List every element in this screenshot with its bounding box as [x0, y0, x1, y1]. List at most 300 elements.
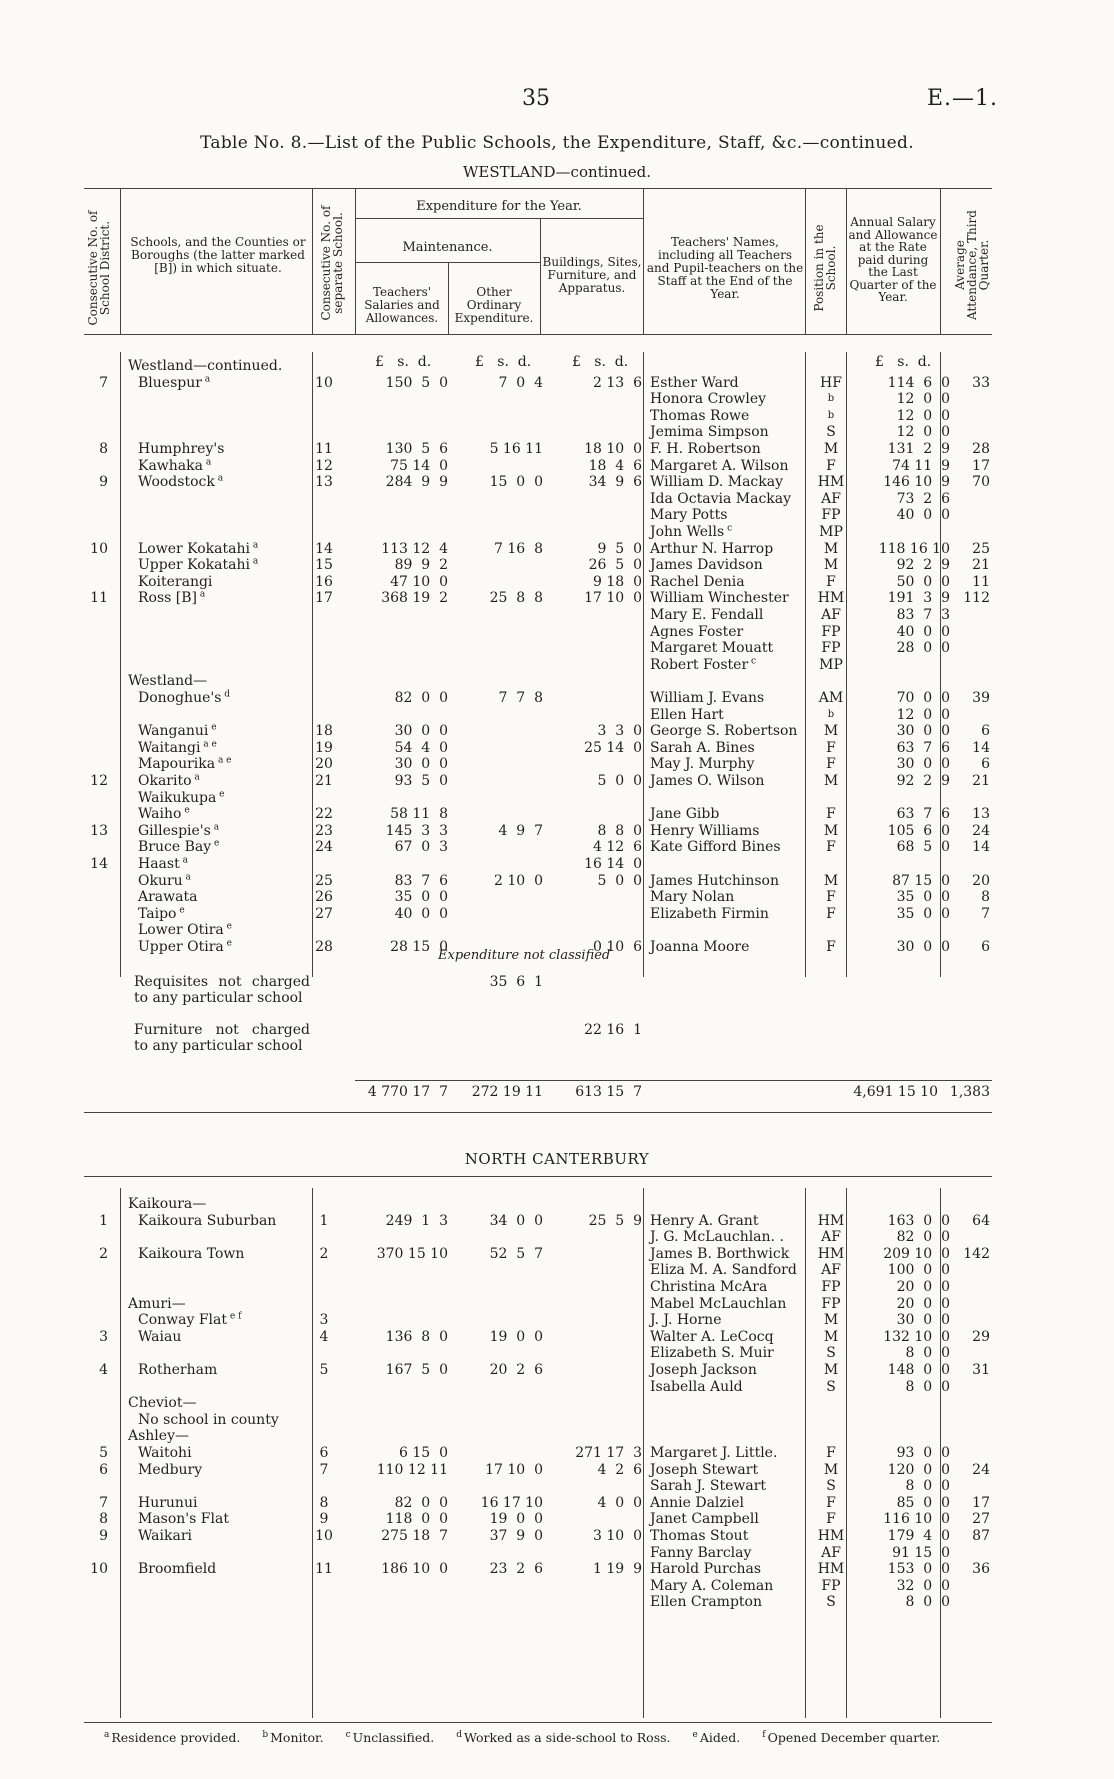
footnote-item	[456, 1730, 670, 1745]
teacher-position: HM	[817, 474, 845, 491]
buildings-value: 34 9 6	[588, 474, 642, 491]
teacher-name: Mary Nolan	[650, 889, 735, 906]
separate-school-number: 14	[315, 540, 333, 557]
school-name: Waikukupa $^e$	[138, 788, 225, 806]
school-name: Upper Kokatahi $^a$	[138, 556, 259, 574]
col-divider-6	[643, 188, 644, 334]
separate-school-number: 18	[315, 723, 333, 740]
teacher-name: Henry Williams	[650, 822, 760, 839]
table-row	[0, 458, 1114, 474]
teachers-salaries-value: 275 18 7	[381, 1528, 448, 1544]
buildings-value: 1 19 9	[593, 1561, 642, 1578]
district-number: 3	[99, 1328, 108, 1345]
average-attendance-value: 8	[981, 889, 990, 906]
teacher-position: M	[823, 723, 839, 740]
table-row	[0, 657, 1114, 673]
furniture-label: Furniture not charged to any particular school	[134, 1022, 310, 1054]
table-row	[0, 1296, 1114, 1312]
footnote-mark: d	[456, 1729, 463, 1740]
annual-salary-value: 82 0 0	[896, 1229, 950, 1246]
separate-school-number: 8	[319, 1494, 329, 1511]
separate-school-number: 5	[319, 1362, 329, 1378]
teachers-salaries-value: 75 14 0	[390, 457, 448, 474]
teacher-position: M	[823, 557, 839, 574]
buildings-value: 271 17 3	[575, 1445, 642, 1461]
separate-school-number: 21	[315, 773, 333, 789]
teachers-salaries-value: 110 12 11	[376, 1461, 448, 1478]
average-attendance-value: 7	[981, 905, 990, 922]
table-title: Table No. 8.—List of the Public Schools, the Expenditure, Staff, &c.—continued.	[200, 133, 914, 153]
teacher-name: Christina McAra	[650, 1279, 768, 1295]
separate-school-number: 28	[315, 939, 333, 955]
footnote-mark: c	[724, 523, 733, 534]
teacher-name: Mary E. Fendall	[650, 607, 764, 623]
school-name: Westland—continued.	[128, 358, 283, 374]
teachers-salaries-value: 113 12 4	[381, 540, 448, 557]
table-row	[0, 856, 1114, 872]
annual-salary-value: 116 10 0	[883, 1511, 950, 1528]
teacher-name: Annie Dalziel	[650, 1494, 745, 1511]
school-name: Conway Flat $^{e f}$	[138, 1311, 242, 1329]
teacher-position: MP	[819, 524, 843, 540]
teacher-position: M	[823, 773, 839, 789]
header-maintenance: Maintenance.	[402, 240, 493, 255]
separate-school-number: 13	[315, 474, 333, 491]
separate-school-number: 25	[315, 872, 333, 889]
table-row	[0, 524, 1114, 540]
table-row	[0, 1279, 1114, 1295]
teachers-salaries-value: 186 10 0	[381, 1561, 448, 1578]
table-row	[0, 1329, 1114, 1345]
separate-school-number: 11	[315, 441, 333, 457]
footnote-mark: e	[216, 788, 225, 799]
school-name: Kawhaka $^a$	[138, 456, 212, 474]
average-attendance-value: 21	[972, 557, 990, 574]
teacher-name: William Winchester	[650, 590, 789, 607]
teacher-name: William J. Evans	[650, 690, 765, 706]
table-row	[0, 507, 1114, 523]
teachers-salaries-value: 6 15 0	[399, 1445, 448, 1461]
annual-salary-value: 209 10 0	[883, 1245, 950, 1262]
annual-salary-value: 163 0 0	[887, 1212, 950, 1229]
teacher-position: AM	[818, 690, 844, 706]
buildings-value: 4 0 0	[597, 1494, 642, 1511]
annual-salary-value: 20 0 0	[896, 1295, 950, 1312]
teacher-name: Isabella Auld	[650, 1378, 743, 1395]
teachers-salaries-value: 167 5 0	[385, 1362, 448, 1378]
teachers-salaries-value: 89 9 2	[394, 557, 448, 574]
header-separate-school-no: Consecutive No. of separate School.	[319, 205, 345, 321]
teachers-salaries-value: 136 8 0	[385, 1328, 448, 1345]
footnote-text: Monitor.	[270, 1730, 324, 1745]
buildings-value: 5 0 0	[597, 872, 642, 889]
school-name: Wanganui $^e$	[138, 722, 217, 740]
table-row	[0, 1462, 1114, 1478]
footnote-mark: d	[221, 689, 231, 700]
teacher-name: Mary Potts	[650, 507, 728, 524]
teacher-position: FP	[821, 640, 841, 657]
school-name: Okarito $^a$	[138, 772, 200, 789]
other-expenditure-value: 19 0 0	[489, 1328, 543, 1345]
teacher-position: F	[826, 939, 836, 955]
school-name: Waiho $^e$	[138, 805, 190, 823]
school-name: Donoghue's $^d$	[138, 689, 231, 706]
teacher-position: F	[826, 806, 836, 823]
teachers-salaries-value: 30 0 0	[394, 756, 448, 773]
school-name: Lower Kokatahi $^a$	[138, 539, 259, 557]
annual-salary-value: 191 3 9	[887, 590, 950, 607]
teacher-position: M	[823, 1461, 839, 1478]
table-row	[0, 1578, 1114, 1594]
buildings-value: 25 14 0	[584, 739, 642, 756]
teacher-name: Margaret J. Little.	[650, 1445, 778, 1461]
teacher-name: William D. Mackay	[650, 474, 784, 491]
table-row	[0, 1229, 1114, 1245]
buildings-value: 18 10 0	[584, 441, 642, 457]
table-row	[0, 408, 1114, 424]
school-name: Medbury	[138, 1461, 203, 1478]
annual-salary-value: 105 6 0	[887, 822, 950, 839]
footnote-item	[346, 1730, 435, 1745]
totals-rule	[355, 1080, 992, 1081]
average-attendance-value: 87	[972, 1528, 990, 1544]
teacher-position: S	[826, 1378, 836, 1395]
buildings-value: 0 10 6	[593, 939, 642, 955]
teacher-position: HM	[817, 1528, 845, 1544]
school-name: Koiterangi	[138, 573, 213, 590]
other-expenditure-value: 7 0 4	[498, 374, 543, 391]
table-row	[0, 1594, 1114, 1610]
footnote-item	[762, 1730, 940, 1745]
buildings-value: 17 10 0	[584, 590, 642, 607]
annual-salary-value: 12 0 0	[896, 391, 950, 408]
table-row	[0, 1561, 1114, 1577]
average-attendance-value: 70	[972, 474, 990, 491]
teacher-name: Henry A. Grant	[650, 1212, 759, 1229]
teacher-name: Harold Purchas	[650, 1561, 762, 1578]
teacher-position: AF	[821, 490, 841, 507]
footnote-mark: a	[249, 556, 259, 567]
header-position: Position in the School.	[812, 224, 838, 312]
average-attendance-value: 6	[981, 756, 990, 773]
annual-salary-value: 8 0 0	[905, 1594, 950, 1611]
annual-salary-value: 179 4 0	[887, 1528, 950, 1544]
district-number: 13	[90, 822, 108, 839]
header-top-rule	[84, 188, 992, 189]
teacher-name: Honora Crowley	[650, 391, 767, 408]
annual-salary-value: 35 0 0	[896, 889, 950, 906]
footnote-mark: e	[692, 1729, 698, 1740]
table-row	[0, 1379, 1114, 1395]
col-divider-1	[120, 188, 121, 334]
footnote-rule	[84, 1722, 992, 1723]
table-row	[0, 474, 1114, 490]
annual-salary-value: 12 0 0	[896, 706, 950, 723]
table-row	[0, 823, 1114, 839]
average-attendance-value: 28	[972, 441, 990, 457]
teacher-name: J. G. McLauchlan. .	[650, 1229, 784, 1246]
teachers-salaries-value: 370 15 10	[376, 1245, 448, 1262]
school-name: Okuru $^a$	[138, 871, 191, 889]
other-expenditure-value: 25 8 8	[489, 590, 543, 607]
buildings-value: 18 4 6	[588, 457, 642, 474]
table-row	[0, 541, 1114, 557]
teachers-salaries-value: 368 19 2	[381, 590, 448, 607]
school-name: Humphrey's	[138, 441, 225, 457]
teachers-salaries-value: 83 7 6	[394, 872, 448, 889]
teachers-salaries-value: 93 5 0	[394, 773, 448, 789]
separate-school-number: 2	[319, 1245, 329, 1262]
teacher-name: Janet Campbell	[650, 1511, 759, 1528]
table-row	[0, 723, 1114, 739]
table-row	[0, 707, 1114, 723]
separate-school-number: 12	[315, 457, 333, 474]
average-attendance-value: 20	[972, 872, 990, 889]
other-expenditure-value: 17 10 0	[485, 1461, 543, 1478]
table-row	[0, 1345, 1114, 1361]
average-attendance-value: 21	[972, 773, 990, 789]
footnote-mark: b	[262, 1729, 269, 1740]
average-attendance-value: 112	[963, 590, 990, 607]
separate-school-number: 24	[315, 839, 333, 856]
teacher-name: Thomas Stout	[650, 1528, 749, 1544]
table-row	[0, 1428, 1114, 1444]
teachers-salaries-value: 54 4 0	[394, 739, 448, 756]
col-divider-7	[805, 188, 806, 334]
teacher-name: Jane Gibb	[650, 806, 720, 823]
footnote-mark: a	[191, 772, 200, 783]
annual-salary-value: 87 15 0	[892, 872, 950, 889]
teacher-name: F. H. Robertson	[650, 441, 761, 457]
teacher-name: Sarah J. Stewart	[650, 1478, 767, 1495]
annual-salary-value: 118 16 10	[878, 540, 950, 557]
teacher-name: Margaret A. Wilson	[650, 457, 789, 474]
teacher-name: James Hutchinson	[650, 872, 779, 889]
other-expenditure-value: 7 16 8	[494, 540, 543, 557]
annual-salary-value: 146 10 9	[883, 474, 950, 491]
annual-salary-value: 12 0 0	[896, 407, 950, 424]
header-teachers-names: Teachers' Names, including all Teachers and Pupil-teachers on the Staff at the End of the Year.	[646, 235, 804, 301]
table-row	[0, 491, 1114, 507]
annual-salary-value: 30 0 0	[896, 723, 950, 740]
annual-salary-value: 153 0 0	[887, 1561, 950, 1578]
teacher-position: HM	[817, 590, 845, 607]
footnote-mark: c	[748, 656, 757, 667]
school-name: Amuri—	[128, 1295, 186, 1312]
teacher-name: George S. Robertson	[650, 723, 798, 740]
teacher-name: Sarah A. Bines	[650, 739, 755, 756]
separate-school-number: 3	[319, 1312, 329, 1329]
buildings-value: 3 10 0	[593, 1528, 642, 1544]
school-name: Waitangi $^{a e}$	[138, 739, 217, 756]
table-row	[0, 424, 1114, 440]
teachers-salaries-value: 47 10 0	[390, 573, 448, 590]
buildings-value: 5 0 0	[597, 773, 642, 789]
teacher-name: Thomas Rowe	[650, 407, 750, 424]
footnote-mark: e	[181, 805, 190, 816]
teachers-salaries-value: 130 5 6	[385, 441, 448, 457]
district-number: 5	[99, 1445, 108, 1461]
separate-school-number: 15	[315, 557, 333, 574]
annual-salary-value: 32 0 0	[896, 1577, 950, 1594]
annual-salary-value: 148 0 0	[887, 1362, 950, 1378]
buildings-value: 3 3 0	[597, 723, 642, 740]
annual-salary-value: 91 15 0	[892, 1544, 950, 1561]
footnote-text: Opened December quarter.	[767, 1730, 941, 1745]
col-divider-4	[448, 262, 449, 334]
teacher-name: Ellen Crampton	[650, 1594, 762, 1611]
table-row	[0, 690, 1114, 706]
buildings-value: 4 2 6	[597, 1461, 642, 1478]
table-row	[0, 1528, 1114, 1544]
other-expenditure-value: 2 10 0	[494, 872, 543, 889]
teacher-position: M	[823, 441, 839, 457]
teacher-position: M	[823, 1362, 839, 1378]
table-row	[0, 1213, 1114, 1229]
footnote-mark: a	[201, 373, 211, 384]
teacher-name: Elizabeth Firmin	[650, 905, 769, 922]
expenditure-not-classified-label: Expenditure not classified	[438, 948, 611, 963]
annual-salary-value: 131 2 9	[887, 441, 950, 457]
separate-school-number: 6	[319, 1445, 329, 1461]
teacher-position: F	[826, 905, 836, 922]
annual-salary-value: 100 0 0	[887, 1262, 950, 1279]
table-row	[0, 1495, 1114, 1511]
district-number: 10	[90, 540, 108, 557]
teacher-name: Fanny Barclay	[650, 1544, 752, 1561]
footnote-mark: a	[104, 1729, 110, 1740]
district-number: 14	[90, 856, 108, 872]
annual-salary-value: 114 6 0	[887, 374, 950, 391]
annual-salary-value: 50 0 0	[896, 573, 950, 590]
col-divider-8	[846, 188, 847, 334]
footnote-mark: a	[182, 871, 191, 882]
teacher-position: FP	[821, 1577, 841, 1594]
footnote-text: Worked as a side-school to Ross.	[464, 1730, 671, 1745]
school-name: Bluespur $^a$	[138, 373, 211, 391]
table-row	[0, 607, 1114, 623]
other-expenditure-value: 15 0 0	[489, 474, 543, 491]
school-name: Kaikoura Town	[138, 1245, 245, 1262]
footnotes	[104, 1730, 1004, 1745]
teacher-name: James B. Borthwick	[650, 1245, 790, 1262]
table-row	[0, 889, 1114, 905]
teacher-position: F	[826, 739, 836, 756]
footnote-mark: e	[223, 921, 232, 932]
total-salary: 4,691 15 10	[853, 1084, 938, 1100]
school-name: Taipo $^e$	[138, 905, 185, 922]
other-expenditure-value: 5 16 11	[489, 441, 543, 457]
annual-salary-value: 85 0 0	[896, 1494, 950, 1511]
teacher-position: FP	[821, 623, 841, 640]
header-teachers-salaries: Teachers' Salaries and Allowances.	[364, 285, 440, 325]
separate-school-number: 11	[315, 1561, 333, 1578]
school-name: Haast $^a$	[138, 855, 188, 872]
teacher-position: S	[826, 1478, 836, 1495]
average-attendance-value: 29	[972, 1328, 990, 1345]
teacher-name: Robert Foster $^c$	[650, 656, 757, 673]
footnote-text: Aided.	[699, 1730, 741, 1745]
annual-salary-value: 8 0 0	[905, 1478, 950, 1495]
page-reference: E.—1.	[926, 86, 998, 111]
table-row	[0, 1478, 1114, 1494]
teacher-name: Rachel Denia	[650, 573, 745, 590]
table-row	[0, 1196, 1114, 1212]
teachers-salaries-value: 67 0 3	[394, 839, 448, 856]
total-attendance: 1,383	[949, 1084, 990, 1100]
footnote-mark: e	[176, 905, 185, 916]
teacher-position: M	[823, 1312, 839, 1329]
teacher-position: b	[827, 409, 835, 421]
col-divider-9	[940, 188, 941, 334]
table-row	[0, 756, 1114, 772]
teacher-name: Mabel McLauchlan	[650, 1295, 787, 1312]
table-row	[0, 557, 1114, 573]
other-expenditure-value: 34 0 0	[489, 1212, 543, 1229]
total-teachers-salaries: 4 770 17 7	[367, 1084, 448, 1100]
annual-salary-value: 35 0 0	[896, 905, 950, 922]
other-expenditure-value: 4 9 7	[498, 822, 543, 839]
footnote-mark: e	[211, 838, 220, 849]
district-number: 4	[99, 1362, 108, 1378]
north-top-rule	[84, 1176, 992, 1177]
teacher-position: FP	[821, 507, 841, 524]
table-row	[0, 922, 1114, 938]
footnote-text: Residence provided.	[111, 1730, 241, 1745]
table-row	[0, 574, 1114, 590]
table-row	[0, 640, 1114, 656]
footnote-mark: a e	[215, 755, 232, 766]
teacher-position: M	[823, 540, 839, 557]
total-other-ordinary: 272 19 11	[471, 1084, 543, 1100]
header-attendance: Average Attendance, Third Quarter.	[953, 210, 991, 320]
school-name: Bruce Bay $^e$	[138, 838, 220, 856]
district-number: 12	[90, 773, 108, 789]
annual-salary-value: 63 7 6	[896, 739, 950, 756]
annual-salary-value: 12 0 0	[896, 424, 950, 441]
average-attendance-value: 14	[972, 839, 990, 856]
teacher-position: F	[826, 889, 836, 906]
annual-salary-value: 93 0 0	[896, 1445, 950, 1461]
teacher-name: Jemima Simpson	[650, 424, 769, 441]
annual-salary-value: 63 7 6	[896, 806, 950, 823]
footnote-mark: c	[345, 1729, 351, 1740]
teacher-name: Ellen Hart	[650, 706, 724, 723]
teacher-position: F	[826, 573, 836, 590]
other-expenditure-value: 23 2 6	[489, 1561, 543, 1578]
district-number: 7	[99, 374, 108, 391]
district-number: 2	[99, 1245, 108, 1262]
average-attendance-value: 39	[972, 690, 990, 706]
footnote-mark: a	[197, 589, 206, 600]
annual-salary-value: 28 0 0	[896, 640, 950, 657]
table-row	[0, 839, 1114, 855]
table-row	[0, 1262, 1114, 1278]
school-name: Waitohi	[138, 1445, 192, 1461]
table-row	[0, 624, 1114, 640]
footnote-item	[262, 1730, 323, 1745]
teacher-position: F	[826, 1445, 836, 1461]
teacher-position: M	[823, 822, 839, 839]
separate-school-number: 20	[315, 756, 333, 773]
teacher-position: S	[826, 424, 836, 441]
section-title-north-canterbury: NORTH CANTERBURY	[464, 1150, 650, 1168]
district-number: 9	[99, 1528, 108, 1544]
annual-salary-value: 20 0 0	[896, 1279, 950, 1295]
average-attendance-value: 31	[972, 1362, 990, 1378]
teachers-salaries-value: 150 5 0	[385, 374, 448, 391]
teacher-position: FP	[821, 1295, 841, 1312]
